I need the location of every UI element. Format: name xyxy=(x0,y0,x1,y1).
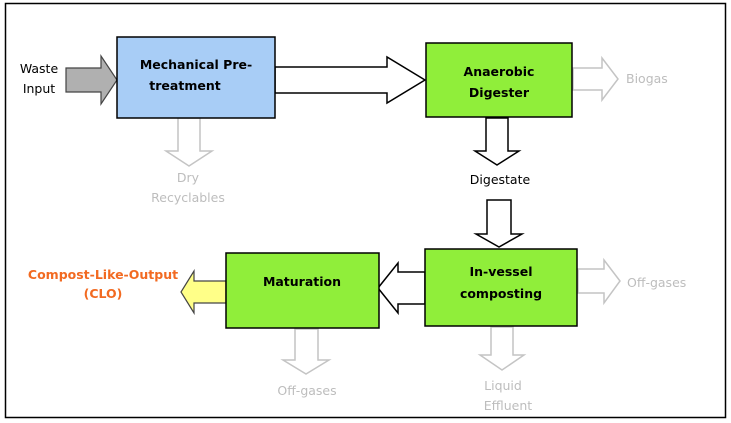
mechanical-pretreatment-box xyxy=(117,37,275,118)
maturation-offgases-label: Off-gases xyxy=(277,383,337,398)
invessel-composting-label-line2: composting xyxy=(459,286,543,301)
waste-input-label-line2: Input xyxy=(22,81,56,96)
anaerobic-digester-rect xyxy=(426,43,572,117)
dry-recyclables-label-line1: Dry xyxy=(176,170,200,185)
invessel-composting-label-line1: In-vessel xyxy=(469,264,533,279)
liquid-effluent-label-line1: Liquid xyxy=(484,378,522,393)
anaerobic-digester-label-line2: Digester xyxy=(468,85,530,100)
invessel-composting-box xyxy=(425,249,577,326)
digestate-label: Digestate xyxy=(469,172,531,187)
maturation-box xyxy=(226,253,379,328)
composting-offgases-label: Off-gases xyxy=(627,275,687,290)
maturation-rect xyxy=(226,253,379,328)
mechanical-pretreatment-label-line2: treatment xyxy=(149,78,221,93)
anaerobic-digester-box xyxy=(426,43,572,117)
liquid-effluent-label-line2: Effluent xyxy=(483,398,533,413)
diagram-frame xyxy=(6,4,726,418)
clo-label-line1: Compost-Like-Output xyxy=(27,267,179,282)
maturation-label: Maturation xyxy=(262,274,342,289)
biogas-label: Biogas xyxy=(626,71,668,86)
anaerobic-digester-label-line1: Anaerobic xyxy=(463,64,535,79)
waste-input-label-line1: Waste xyxy=(19,61,59,76)
dry-recyclables-label-line2: Recyclables xyxy=(151,190,225,205)
clo-label-line2: (CLO) xyxy=(83,286,123,301)
mechanical-pretreatment-label-line1: Mechanical Pre- xyxy=(139,57,253,72)
